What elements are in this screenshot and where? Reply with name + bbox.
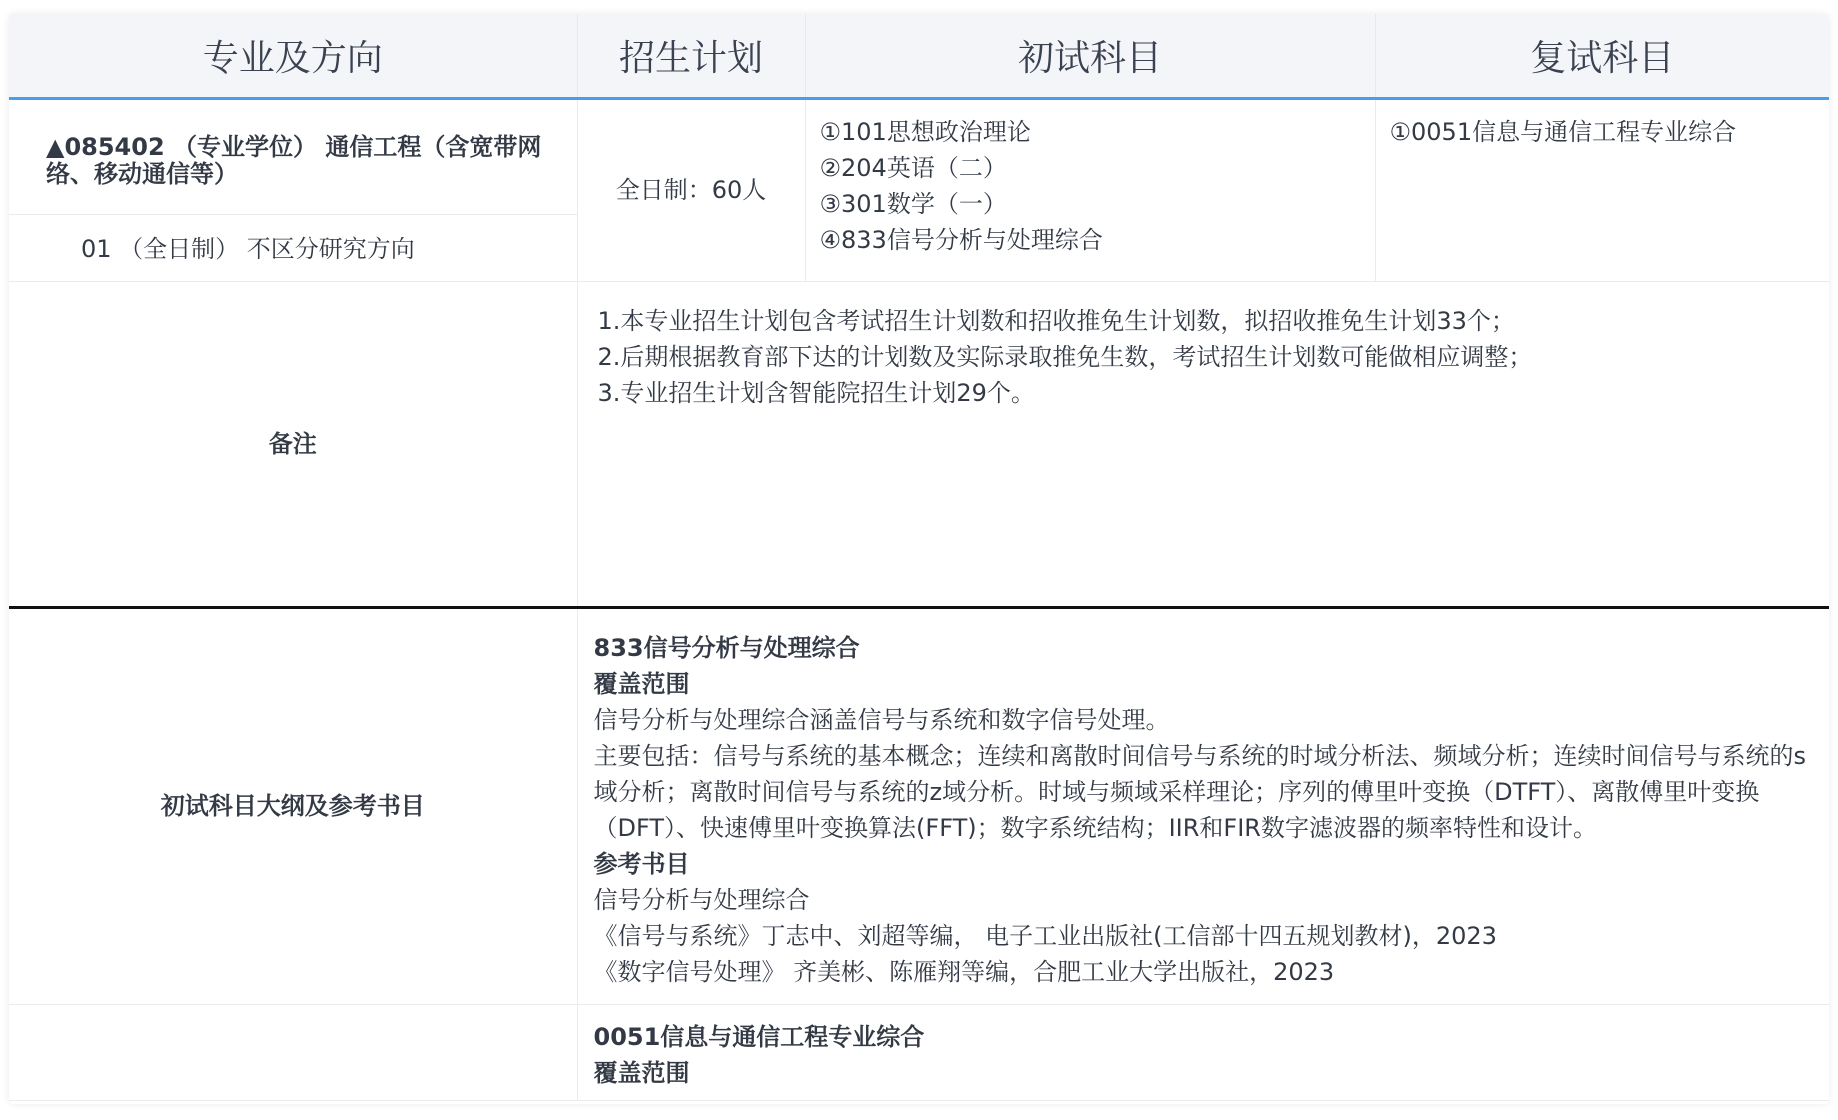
coverage-heading: 覆盖范围 bbox=[593, 669, 690, 698]
header-plan: 招生计划 bbox=[577, 14, 805, 98]
syllabus-row bbox=[9, 607, 1829, 1004]
retest-syllabus-content bbox=[577, 1004, 1829, 1100]
admission-table bbox=[9, 14, 1829, 1101]
retest-syllabus-label bbox=[9, 1004, 577, 1100]
retest-subjects-cell bbox=[1375, 98, 1829, 281]
coverage-summary: 信号分析与处理综合涵盖信号与系统和数字信号处理。 bbox=[593, 705, 1170, 734]
prelim-subject: ①101思想政治理论 bbox=[819, 117, 1031, 146]
major-row bbox=[9, 98, 1829, 281]
remark-line: 3.专业招生计划含智能院招生计划29个。 bbox=[597, 378, 1035, 407]
remark-line: 2.后期根据教育部下达的计划数及实际录取推免生数，考试招生计划数可能做相应调整； bbox=[597, 342, 1533, 371]
enrollment-plan: 全日制：60人 bbox=[577, 98, 805, 281]
remarks-label: 备注 bbox=[9, 281, 577, 607]
header-retest-subjects: 复试科目 bbox=[1375, 14, 1829, 98]
prelim-subject: ④833信号分析与处理综合 bbox=[819, 225, 1103, 254]
table-header-row bbox=[9, 14, 1829, 98]
retest-subject-title: 0051信息与通信工程专业综合 bbox=[593, 1022, 925, 1051]
header-prelim-subjects: 初试科目 bbox=[805, 14, 1375, 98]
reference-book: 《信号与系统》丁志中、刘超等编， 电子工业出版社(工信部十四五规划教材)，2023 bbox=[593, 921, 1497, 950]
remark-line: 1.本专业招生计划包含考试招生计划数和招收推免生计划数，拟招收推免生计划33个； bbox=[597, 306, 1515, 335]
retest-syllabus-row bbox=[9, 1004, 1829, 1100]
header-major: 专业及方向 bbox=[9, 14, 577, 98]
retest-subject: ①0051信息与通信工程专业综合 bbox=[1389, 117, 1737, 146]
reference-book: 《数字信号处理》 齐美彬、陈雁翔等编，合肥工业大学出版社，2023 bbox=[593, 957, 1335, 986]
references-heading: 参考书目 bbox=[593, 849, 690, 878]
prelim-subjects-cell bbox=[805, 98, 1375, 281]
prelim-subject: ②204英语（二） bbox=[819, 153, 1007, 182]
prelim-subject: ③301数学（一） bbox=[819, 189, 1007, 218]
syllabus-label: 初试科目大纲及参考书目 bbox=[9, 607, 577, 1004]
retest-coverage-heading: 覆盖范围 bbox=[593, 1058, 690, 1087]
remarks-row bbox=[9, 281, 1829, 607]
coverage-detail: 主要包括：信号与系统的基本概念；连续和离散时间信号与系统的时域分析法、频域分析；连续时间信号与系统的s域分析；离散时间信号与系统的z域分析。时域与频域采样理论；序列的傅里叶变换（DTFT）、离散傅里叶变换（DFT）、快速傅里叶变换算法(FFT)；数字系统结构；IIR和FIR数字滤波器的频率特性和设计。 bbox=[593, 741, 1807, 842]
admission-table-card bbox=[9, 14, 1829, 1104]
remarks-content bbox=[577, 281, 1829, 607]
syllabus-content bbox=[577, 607, 1829, 1004]
references-subject: 信号分析与处理综合 bbox=[593, 885, 810, 914]
major-title: ▲085402 （专业学位） 通信工程（含宽带网络、移动通信等） bbox=[9, 100, 577, 215]
major-direction: 01 （全日制） 不区分研究方向 bbox=[81, 234, 415, 263]
major-cell bbox=[9, 98, 577, 281]
syllabus-subject-title: 833信号分析与处理综合 bbox=[593, 633, 860, 662]
